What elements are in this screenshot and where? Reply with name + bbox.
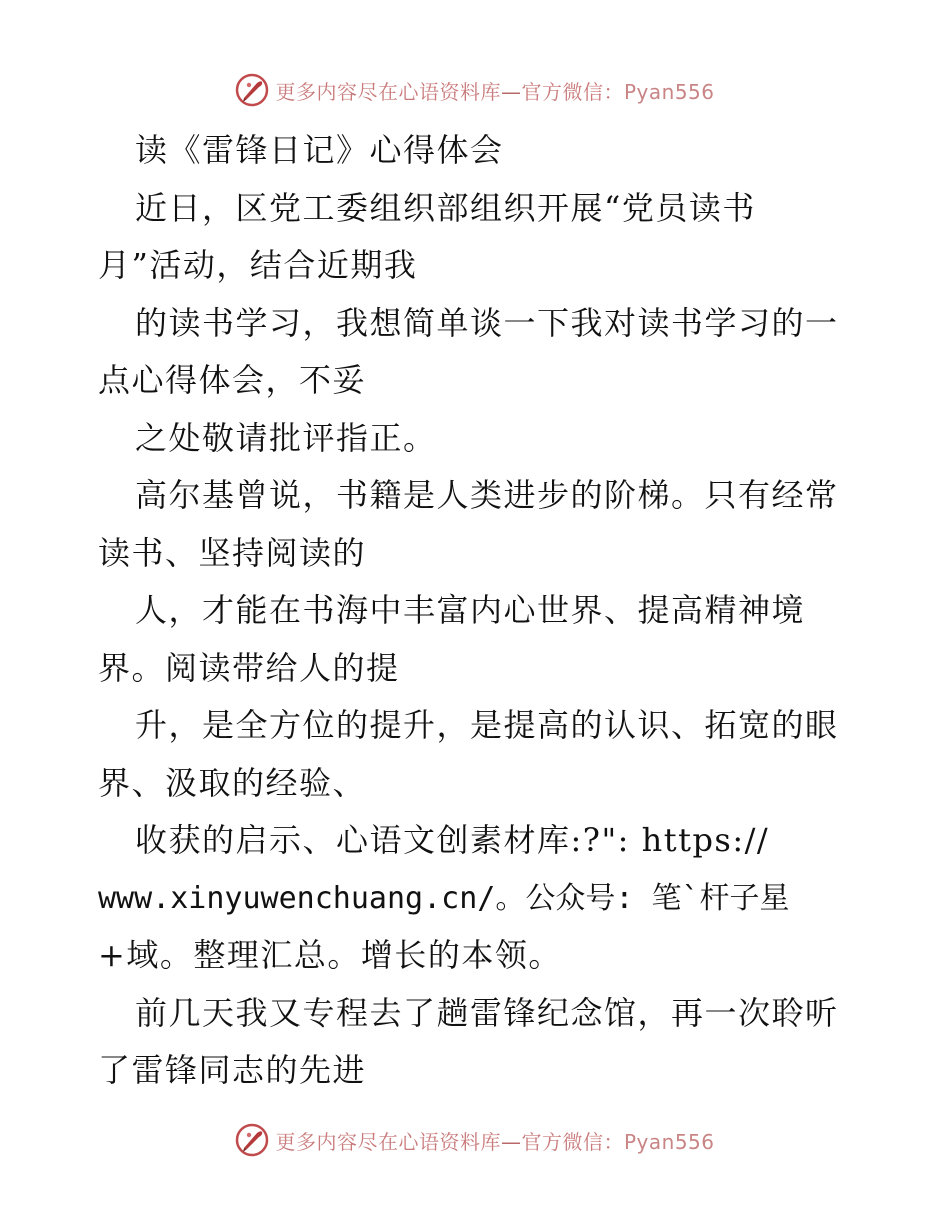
banner-text: [275, 76, 714, 105]
footer-banner: [0, 1120, 950, 1160]
banner-label: 官方微信：: [521, 1129, 624, 1154]
banner-wechat-id: Pyan556: [623, 79, 715, 104]
paragraph-line: +域。整理汇总。增长的本领。: [98, 936, 562, 974]
quill-pen-icon: [235, 73, 269, 107]
paragraph-line: 之处敬请批评指正。: [135, 418, 437, 457]
document-title: 读《雷锋日记》心得体会: [135, 131, 504, 169]
quill-pen-icon: [235, 1123, 269, 1157]
banner-wechat-id: Pyan556: [623, 1129, 715, 1154]
paragraph-line: 近日，区党工委组织部组织开展“党员读书: [135, 188, 756, 227]
paragraph-line: 人，才能在书海中丰富内心世界、提高精神境: [135, 591, 806, 629]
banner-separator: —: [500, 79, 522, 104]
paragraph-line: 月”活动，结合近期我: [98, 246, 418, 284]
paragraph-line: 高尔基曾说，书籍是人类进步的阶梯。只有经常: [135, 476, 839, 514]
banner-label: 官方微信：: [521, 79, 624, 104]
banner-main-text: 更多内容尽在心语资料库: [275, 79, 501, 104]
header-banner: [0, 70, 950, 110]
banner-main-text: 更多内容尽在心语资料库: [275, 1129, 501, 1154]
banner-separator: —: [500, 1129, 522, 1154]
paragraph-line: 了雷锋同志的先进: [98, 1051, 367, 1089]
paragraph-line: 的读书学习，我想简单谈一下我对读书学习的一: [135, 303, 839, 342]
paragraph-line-with-url: 收获的启示、心语文创素材库:?": https://: [135, 821, 770, 859]
paragraph-line: 升，是全方位的提升，是提高的认识、拓宽的眼: [135, 706, 839, 744]
paragraph-line: 前几天我又专程去了趟雷锋纪念馆，再一次聆听: [135, 993, 839, 1032]
paragraph-line: 读书、坚持阅读的: [98, 533, 367, 572]
paragraph-line: 点心得体会，不妥: [98, 361, 367, 399]
paragraph-line: 界。阅读带给人的提: [98, 648, 400, 687]
document-body: [0, 122, 950, 1100]
banner-text: [275, 1126, 714, 1155]
paragraph-line: 界、汲取的经验、: [98, 763, 367, 802]
url-line: www.xinyuwenchuang.cn/。公众号: 笔`杆子星: [98, 880, 790, 916]
